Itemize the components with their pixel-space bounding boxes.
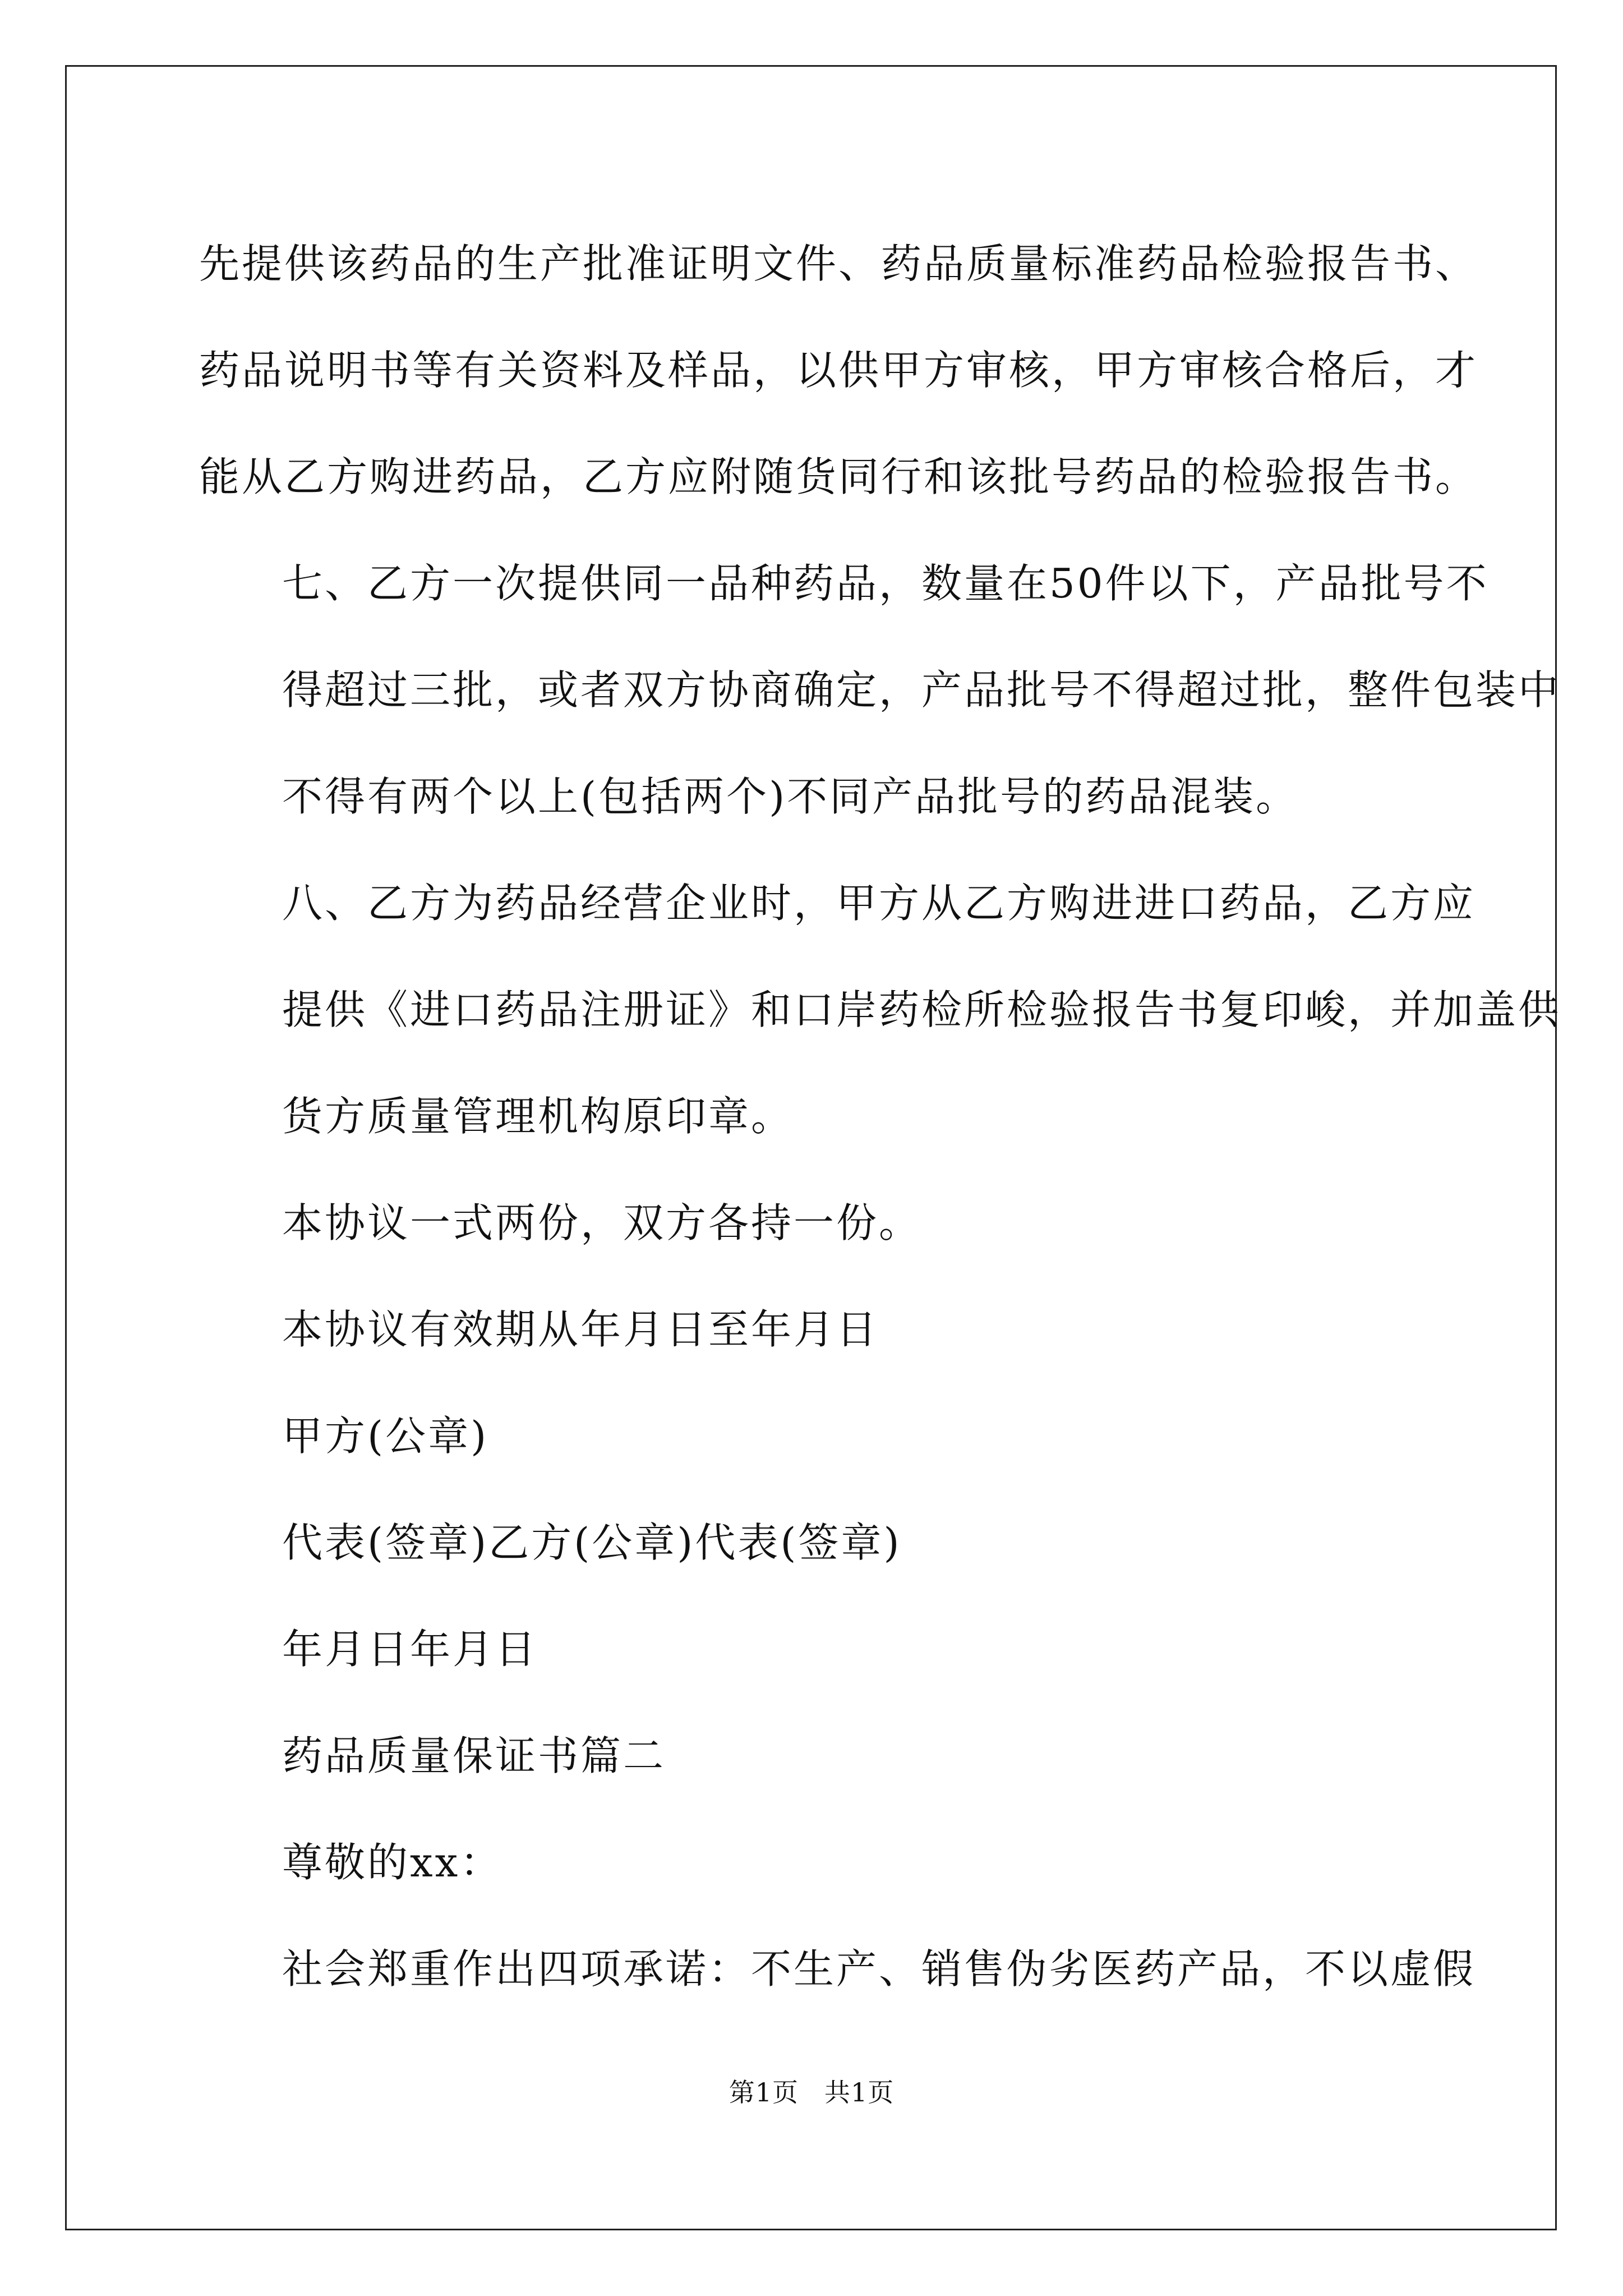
document-body xyxy=(199,210,1561,2022)
text-line: 药品质量保证书篇二 xyxy=(282,1732,666,1779)
text-line: 尊敬的xx： xyxy=(282,1839,503,1886)
paragraph xyxy=(199,1809,1424,1916)
text-line: 得超过三批，或者双方协商确定，产品批号不得超过批，整件包装中 xyxy=(282,666,1561,714)
text-line: 社会郑重作出四项承诺：不生产、销售伪劣医药产品，不以虚假 xyxy=(282,1945,1476,1993)
text-line: 年月日年月日 xyxy=(282,1626,538,1673)
text-line: 甲方(公章) xyxy=(282,1412,489,1460)
paragraph xyxy=(199,1170,1424,1276)
text-line: 本协议有效期从年月日至年月日 xyxy=(282,1306,879,1353)
text-line: 七、乙方一次提供同一品种药品，数量在50件以下，产品批号不 xyxy=(282,560,1489,607)
paragraph xyxy=(199,1703,1424,1809)
text-line: 不得有两个以上(包括两个)不同产品批号的药品混装。 xyxy=(282,773,1299,820)
paragraph xyxy=(199,1489,1424,1596)
text-line: 先提供该药品的生产批准证明文件、药品质量标准药品检验报告书、 xyxy=(199,240,1478,287)
text-line: 本协议一式两份，双方各持一份。 xyxy=(282,1199,922,1246)
paragraph xyxy=(199,1383,1424,1489)
paragraph xyxy=(199,210,1478,530)
page-number-current: 第1页 xyxy=(728,2077,799,2108)
page-footer xyxy=(0,2076,1623,2109)
paragraph xyxy=(199,1596,1424,1703)
page-number-total: 共1页 xyxy=(824,2077,895,2108)
text-line: 货方质量管理机构原印章。 xyxy=(282,1093,794,1140)
paragraph xyxy=(199,850,1561,1170)
text-line: 药品说明书等有关资料及样品，以供甲方审核，甲方审核合格后，才 xyxy=(199,347,1478,394)
paragraph xyxy=(199,1916,1476,2022)
text-line: 八、乙方为药品经营企业时，甲方从乙方购进进口药品，乙方应 xyxy=(282,880,1476,927)
text-line: 代表(签章)乙方(公章)代表(签章) xyxy=(282,1519,902,1566)
paragraph xyxy=(199,530,1561,850)
paragraph xyxy=(199,1276,1424,1383)
text-line: 提供《进口药品注册证》和口岸药检所检验报告书复印峻，并加盖供 xyxy=(282,986,1561,1033)
text-line: 能从乙方购进药品，乙方应附随货同行和该批号药品的检验报告书。 xyxy=(199,453,1478,500)
